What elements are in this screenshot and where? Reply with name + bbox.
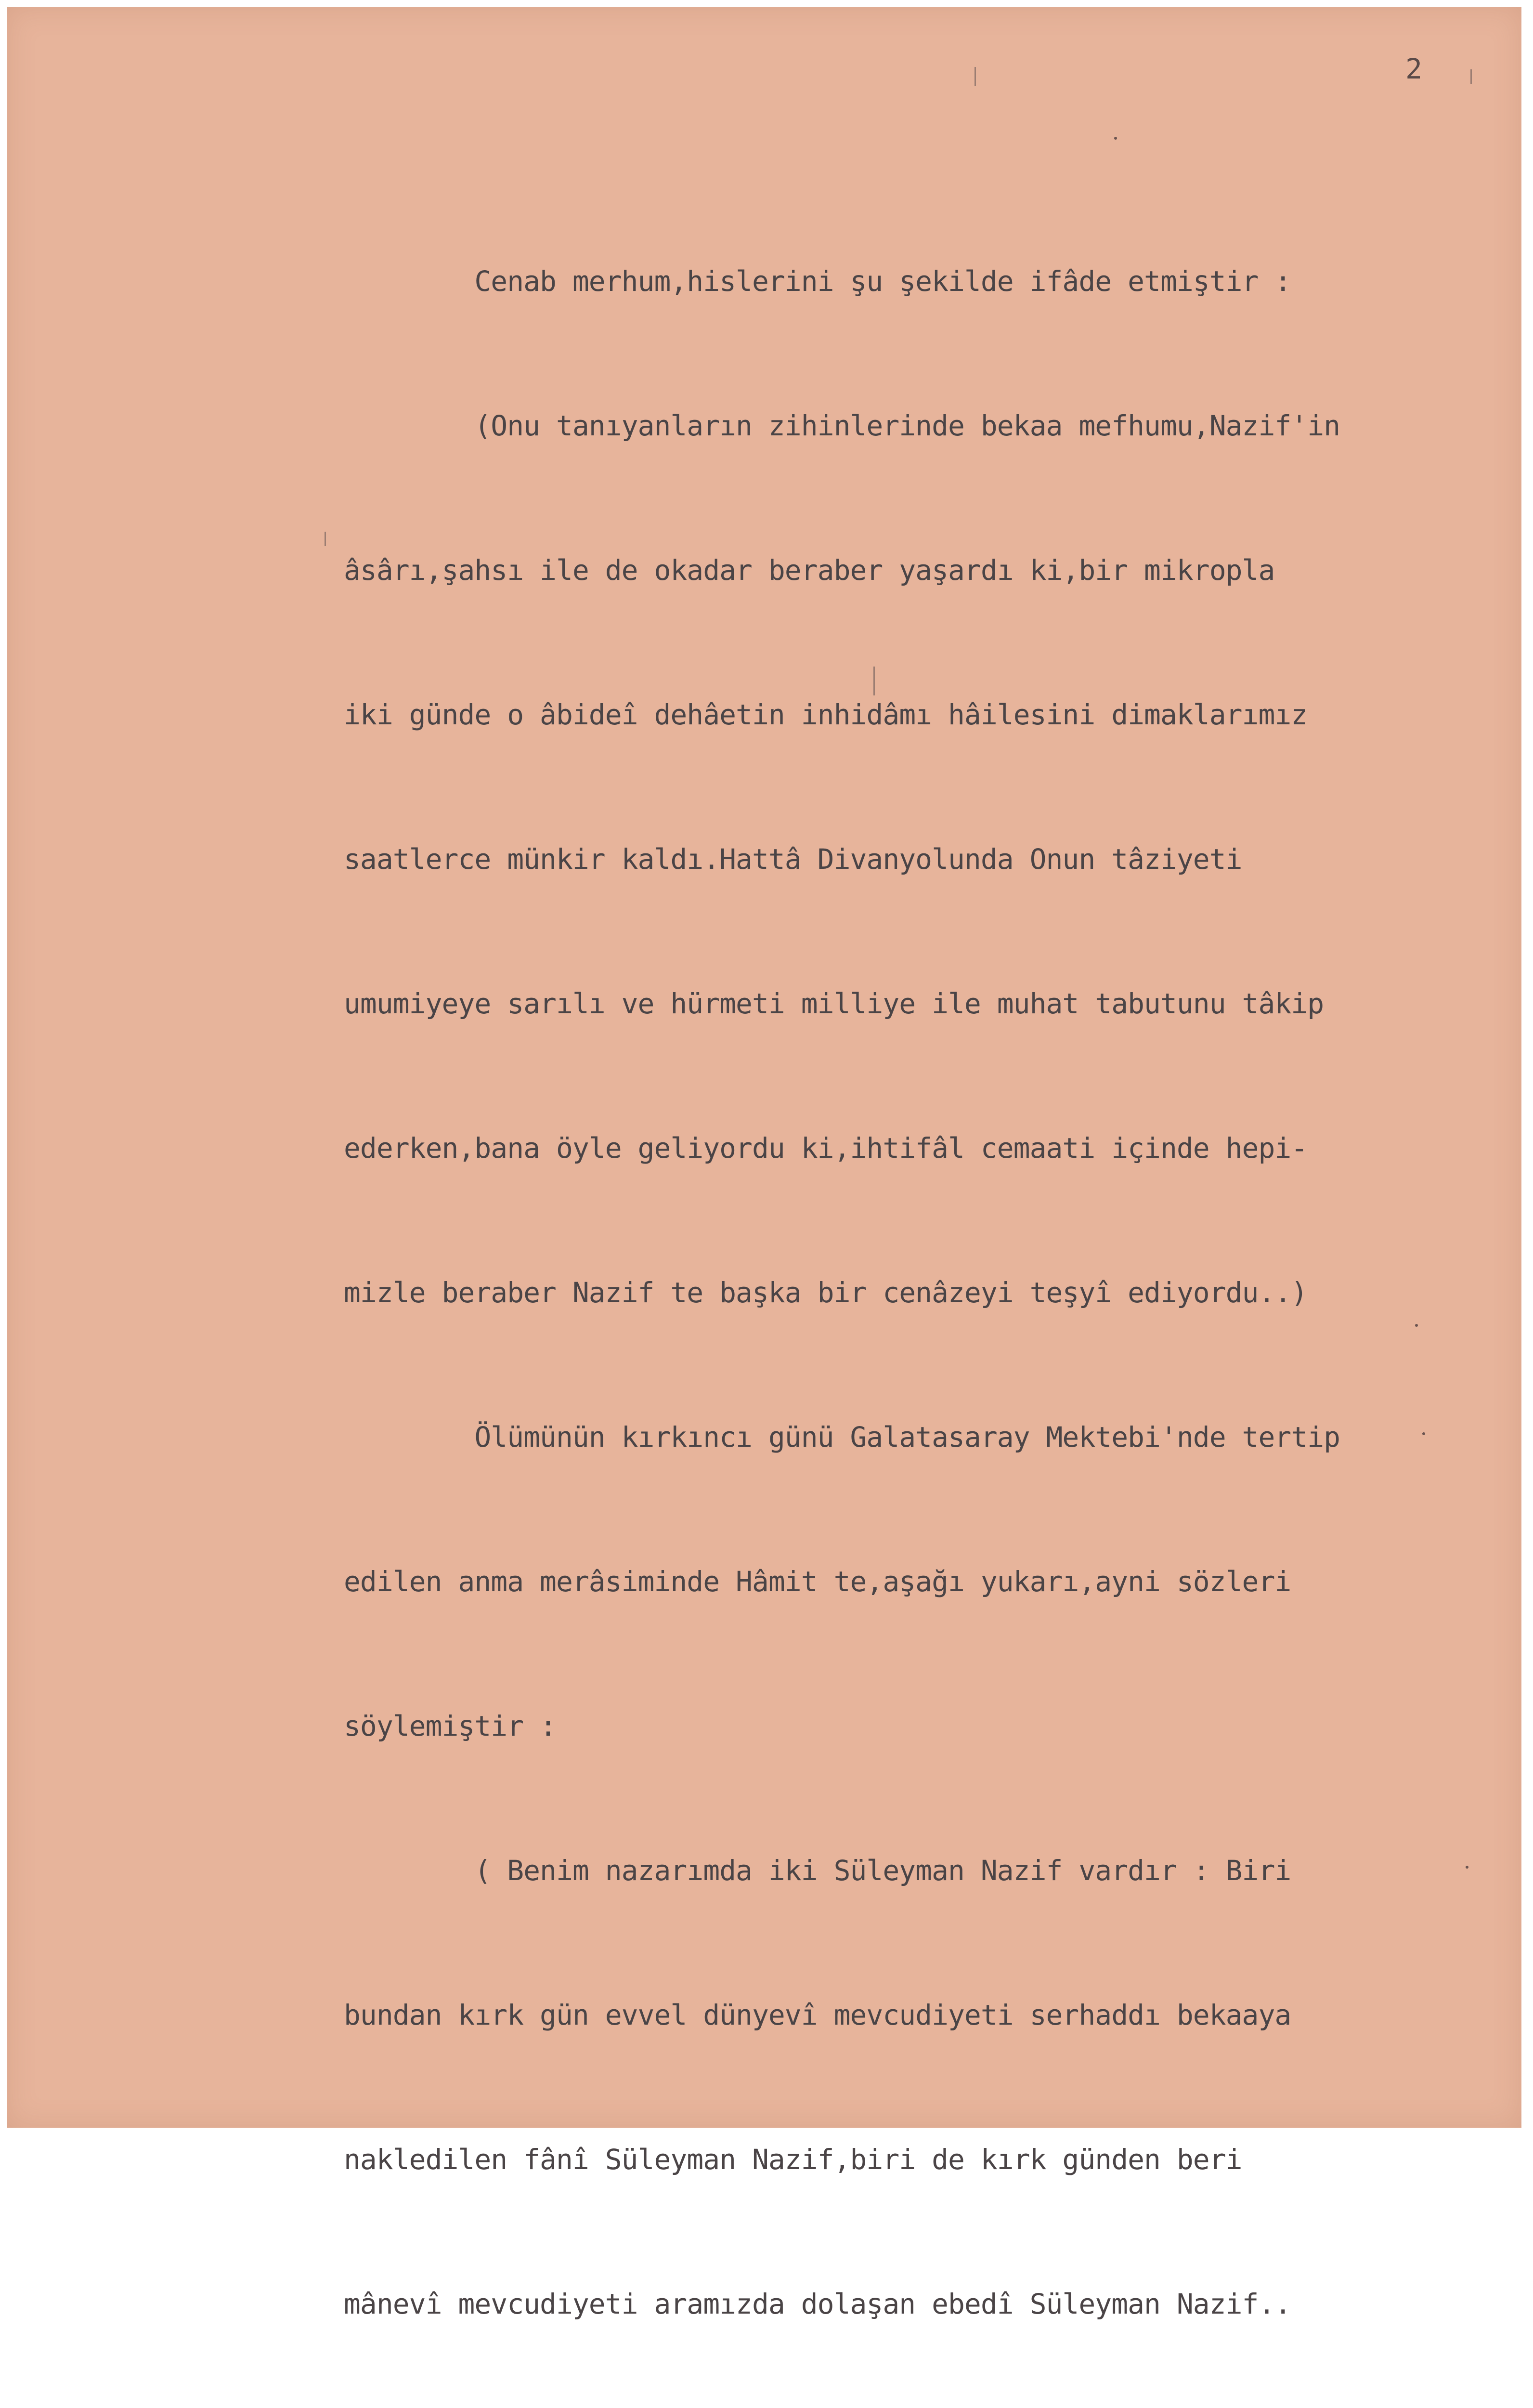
text-line: bundan kırk gün evvel dünyevî mevcudiyeti serhaddı bekaaya <box>344 1999 1291 2031</box>
text-line: mânevî mevcudiyeti aramızda dolaşan ebedî Süleyman Nazif.. <box>344 2288 1291 2320</box>
text-line: edilen anma merâsiminde Hâmit te,aşağı yukarı,ayni sözleri <box>344 1565 1291 1598</box>
paper-speck <box>1415 1324 1418 1327</box>
text-line: âsârı,şahsı ile de okadar beraber yaşardı ki,bir mikropla <box>344 554 1275 587</box>
text-line: iki günde o âbideî dehâetin inhidâmı hâilesini dimaklarımız <box>344 698 1308 731</box>
text-line: saatlerce münkir kaldı.Hattâ Divanyolunda Onun tâziyeti <box>344 843 1242 876</box>
text-line: nakledilen fânî Süleyman Nazif,biri de kırk günden beri <box>344 2143 1242 2176</box>
text-line: Cenab merhum,hislerini şu şekilde ifâde etmiştir : <box>344 265 1291 298</box>
paper-mark <box>1470 69 1472 84</box>
text-line: umumiyeye sarılı ve hürmeti milliye ile muhat tabutunu tâkip <box>344 987 1324 1020</box>
text-line: mizle beraber Nazif te başka bir cenâzeyi teşyî ediyordu..) <box>344 1276 1308 1309</box>
paper-speck <box>1422 1432 1425 1435</box>
text-line: ederken,bana öyle geliyordu ki,ihtifâl cemaati içinde hepi- <box>344 1132 1308 1165</box>
paper-mark <box>873 667 875 695</box>
typewritten-text <box>344 161 1340 2408</box>
text-line: söylemiştir : <box>344 1710 556 1742</box>
text-line: Ölümünün kırkıncı günü Galatasaray Mektebi'nde tertip <box>344 1421 1340 1453</box>
paper-mark <box>325 532 326 546</box>
paper-mark <box>974 67 976 86</box>
paper-speck <box>1466 1866 1468 1869</box>
typewritten-page <box>7 7 1521 2320</box>
paper-speck <box>1114 137 1117 140</box>
text-line: (Onu tanıyanların zihinlerinde bekaa mefhumu,Nazif'in <box>344 409 1340 442</box>
text-line: ( Benim nazarımda iki Süleyman Nazif vardır : Biri <box>344 1854 1291 1887</box>
page-number: 2 <box>1405 52 1422 85</box>
